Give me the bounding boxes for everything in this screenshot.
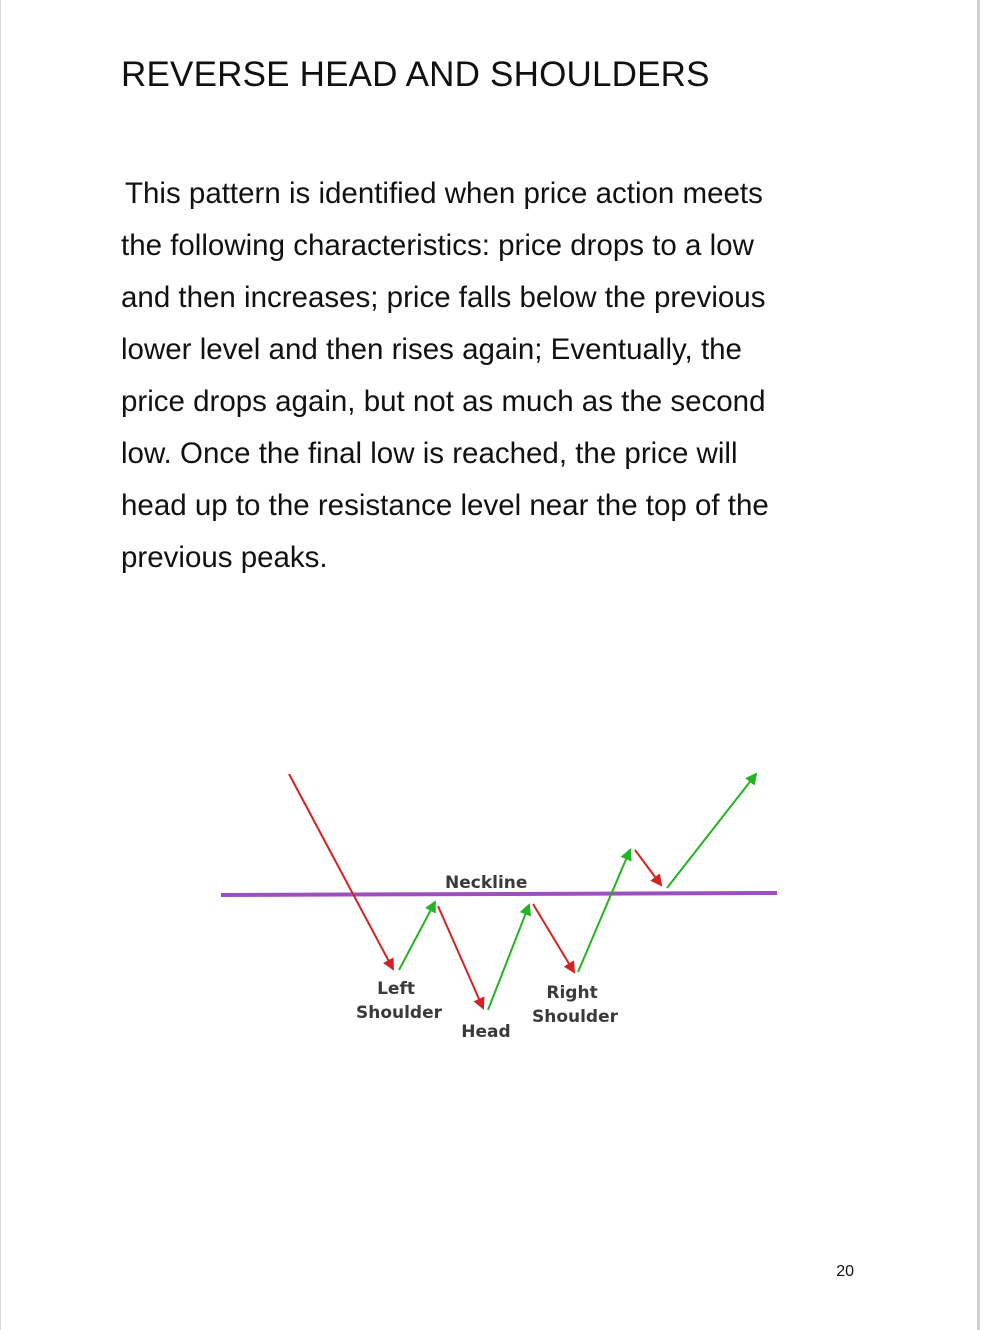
up-arrow-from-head xyxy=(488,905,529,1010)
left-shoulder-label xyxy=(356,979,443,1023)
page-number: 20 xyxy=(836,1263,854,1280)
body-paragraph xyxy=(121,168,841,584)
paragraph-line: lower level and then rises again; Eventually, the xyxy=(121,333,742,366)
neckline-label: Neckline xyxy=(445,873,528,893)
head-and-shoulders-diagram xyxy=(211,760,791,1060)
down-arrow-retest xyxy=(635,850,661,885)
down-arrow-to-head xyxy=(438,906,483,1008)
paragraph-line: previous peaks. xyxy=(121,541,328,574)
left-shoulder-label-line1: Left xyxy=(377,979,415,999)
head-label: Head xyxy=(461,1022,511,1042)
right-shoulder-label-line1: Right xyxy=(546,983,598,1003)
paragraph-line: price drops again, but not as much as the second xyxy=(121,385,766,418)
down-arrow-to-right-shoulder xyxy=(533,904,574,972)
right-shoulder-label-line2: Shoulder xyxy=(531,1007,619,1027)
right-shoulder-label xyxy=(532,983,619,1027)
paragraph-line: low. Once the final low is reached, the price will xyxy=(121,437,738,470)
paragraph-line: head up to the resistance level near the top of the xyxy=(121,489,769,522)
page-title: REVERSE HEAD AND SHOULDERS xyxy=(121,55,710,94)
paragraph-line: This pattern is identified when price action meets xyxy=(125,177,763,210)
paragraph-line: and then increases; price falls below the previous xyxy=(121,281,766,314)
up-arrow-from-left-shoulder xyxy=(399,902,435,970)
left-shoulder-label-line2: Shoulder xyxy=(355,1003,443,1023)
paragraph-line: the following characteristics: price drops to a low xyxy=(121,229,754,262)
up-arrow-breakout xyxy=(578,850,630,972)
up-arrow-continuation xyxy=(667,774,756,888)
neckline xyxy=(221,893,777,895)
down-arrow-to-left-shoulder xyxy=(289,774,393,969)
